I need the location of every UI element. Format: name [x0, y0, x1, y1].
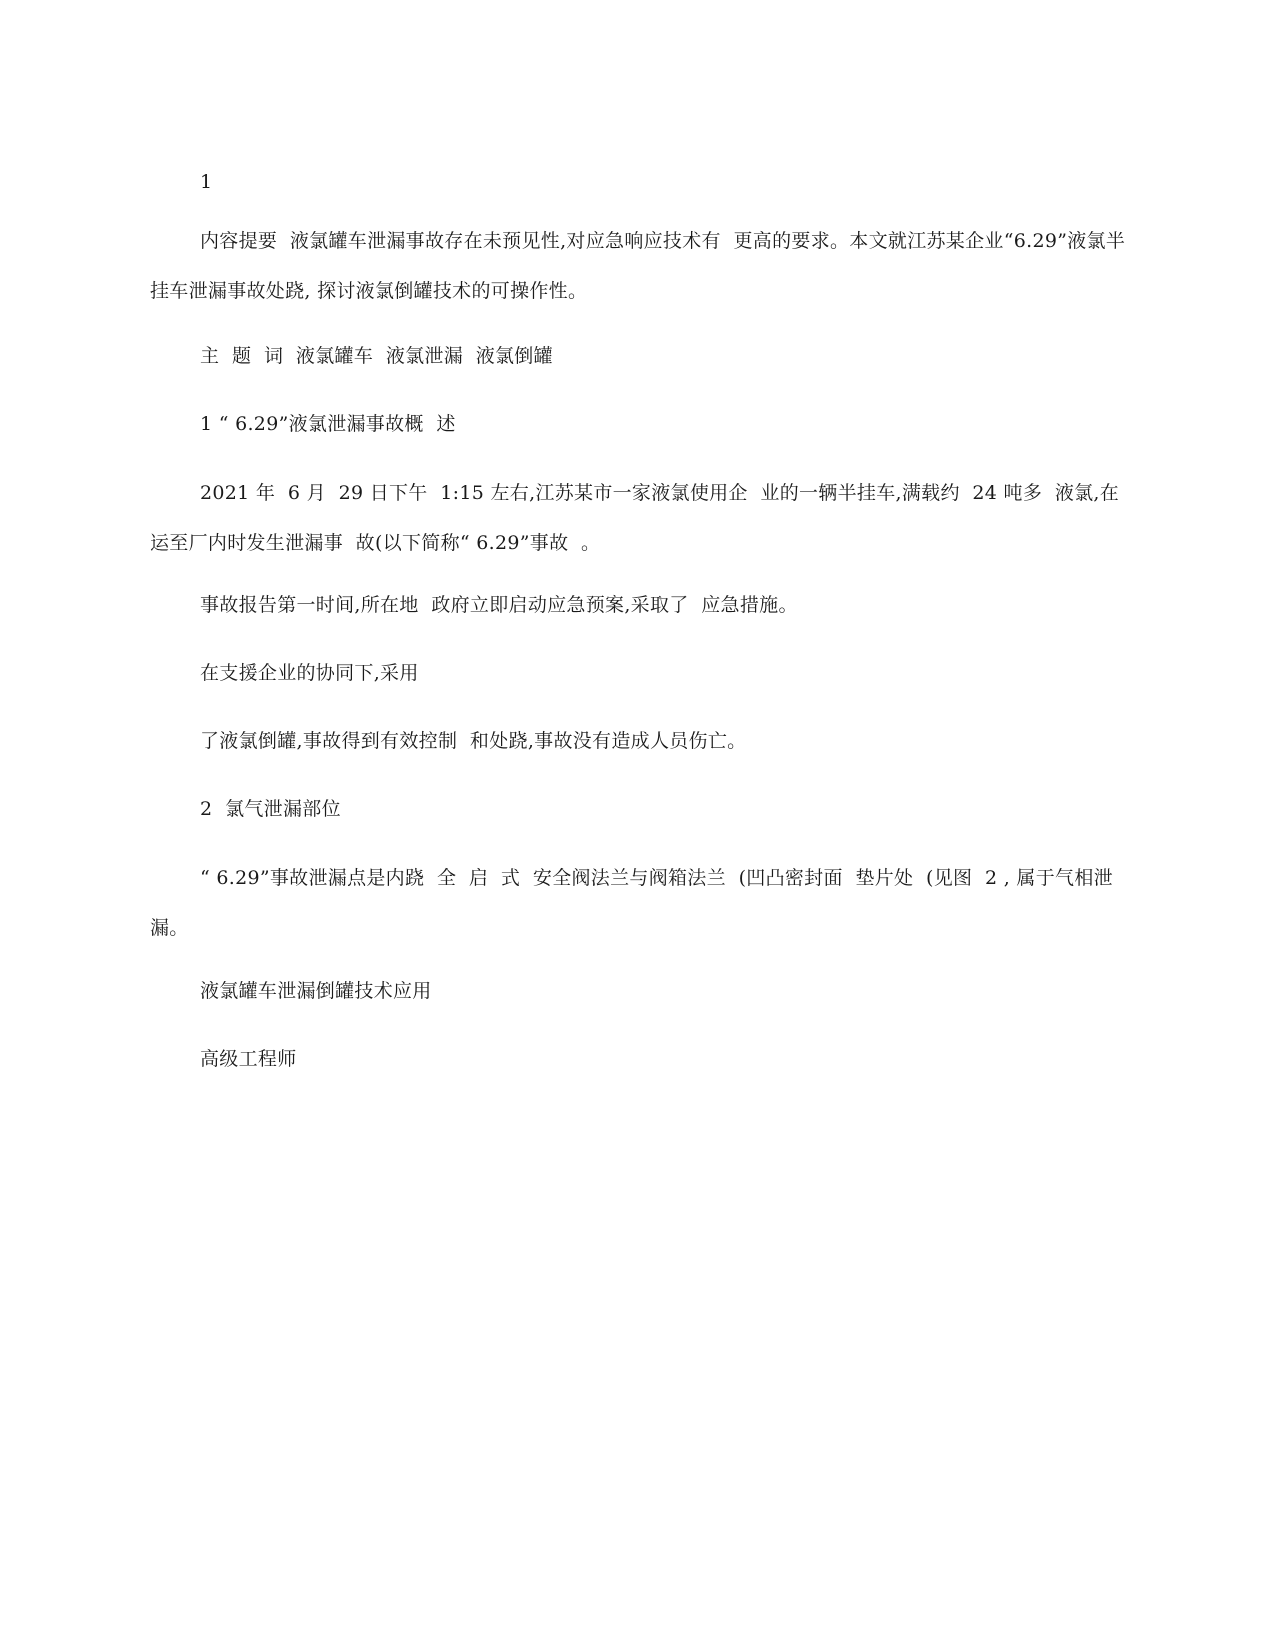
emergency-response-paragraph: 事故报告第一时间,所在地 政府立即启动应急预案,采取了 应急措施。 — [200, 594, 798, 616]
section-heading-overview: 1 “ 6.29”液氯泄漏事故概 述 — [200, 413, 456, 435]
control-result-paragraph: 了液氯倒罐,事故得到有效控制 和处跷,事故没有造成人员伤亡。 — [200, 730, 747, 752]
page-number: 1 — [200, 171, 213, 193]
abstract-paragraph: 内容提要 液氯罐车泄漏事故存在未预见性,对应急响应技术有 更高的要求。本文就江苏某企业“6.29”液氯半挂车泄漏事故处跷, 探讨液氯倒罐技术的可操作性。 — [150, 230, 1126, 302]
incident-description-paragraph: 2021 年 6 月 29 日下午 1:15 左右,江苏某市一家液氯使用企 业的一辆半挂车,满载约 24 吨多 液氯,在运至厂内时发生泄漏事 故(以下简称“ 6.29”事故 。 — [150, 482, 1120, 554]
keywords-line: 主 题 词 液氯罐车 液氯泄漏 液氯倒罐 — [200, 345, 553, 367]
author-title-line: 高级工程师 — [200, 1048, 297, 1070]
article-title-line: 液氯罐车泄漏倒罐技术应用 — [200, 980, 432, 1002]
section-heading-leak-location: 2 氯气泄漏部位 — [200, 798, 341, 820]
leak-point-paragraph: “ 6.29”事故泄漏点是内跷 全 启 式 安全阀法兰与阀箱法兰 (凹凸密封面 垫片处 (见图 2 , 属于气相泄漏。 — [150, 867, 1113, 939]
support-paragraph: 在支援企业的协同下,采用 — [200, 662, 419, 684]
